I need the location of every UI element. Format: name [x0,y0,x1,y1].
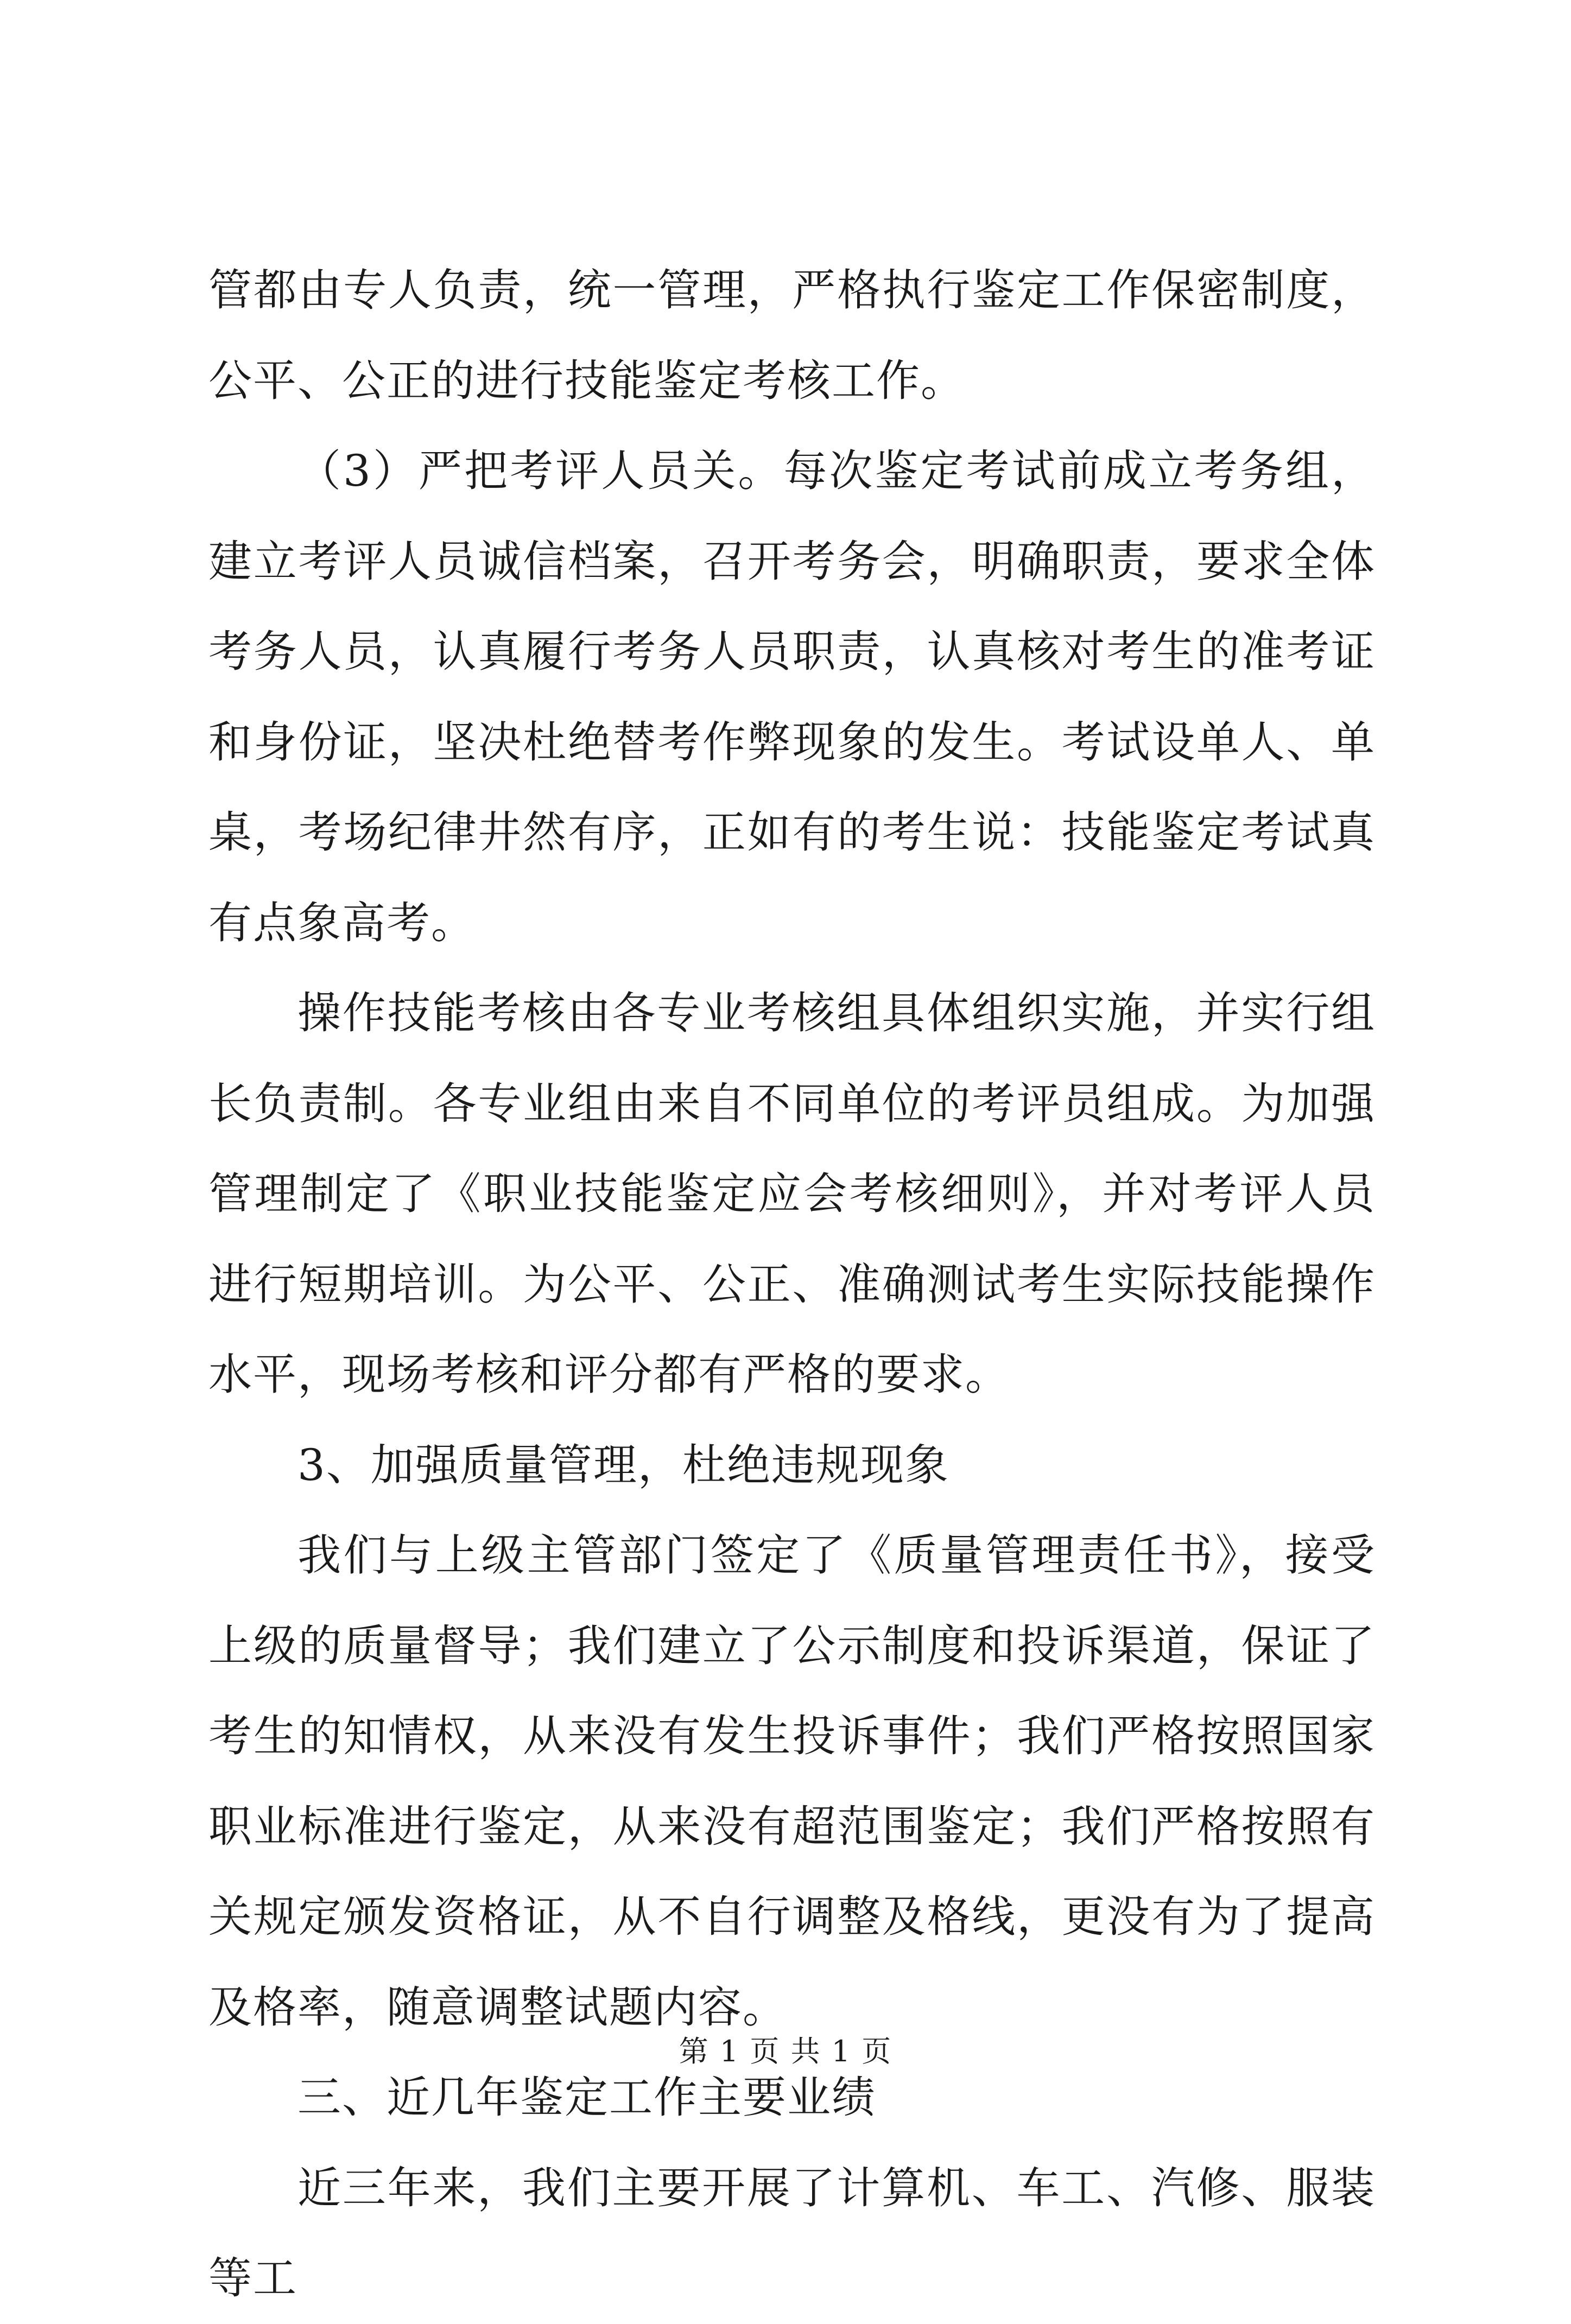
document-body [208,245,1376,2324]
paragraph-examiner-control: （3）严把考评人员关。每次鉴定考试前成立考务组，建立考评人员诚信档案，召开考务会，明确职责，要求全体考务人员，认真履行考务人员职责，认真核对考生的准考证和身份证，坚决杜绝替考作弊现象的发生。考试设单人、单桌，考场纪律井然有序，正如有的考生说：技能鉴定考试真有点象高考。 [208,446,1376,948]
paragraph-quality-management: 我们与上级主管部门签定了《质量管理责任书》，接受上级的质量督导；我们建立了公示制度和投诉渠道，保证了考生的知情权，从来没有发生投诉事件；我们严格按照国家职业标准进行鉴定，从来没有超范围鉴定；我们严格按照有关规定颁发资格证，从不自行调整及格线，更没有为了提高及格率，随意调整试题内容。 [208,1530,1376,2033]
paragraph-achievements: 近三年来，我们主要开展了计算机、车工、汽修、服装等工 [208,2162,1376,2303]
paragraph-skill-assessment: 操作技能考核由各专业考核组具体组织实施，并实行组长负责制。各专业组由来自不同单位的考评员组成。为加强管理制定了《职业技能鉴定应会考核细则》，并对考评人员进行短期培训。为公平、公正、准确测试考生实际技能操作水平，现场考核和评分都有严格的要求。 [208,988,1376,1400]
section-heading-achievements: 三、近几年鉴定工作主要业绩 [297,2072,876,2123]
paragraph-continuation: 管都由专人负责，统一管理，严格执行鉴定工作保密制度，公平、公正的进行技能鉴定考核工作。 [208,265,1376,406]
page-footer: 第 1 页 共 1 页 [679,2034,892,2068]
section-heading-quality-management: 3、加强质量管理，杜绝违规现象 [297,1439,949,1490]
